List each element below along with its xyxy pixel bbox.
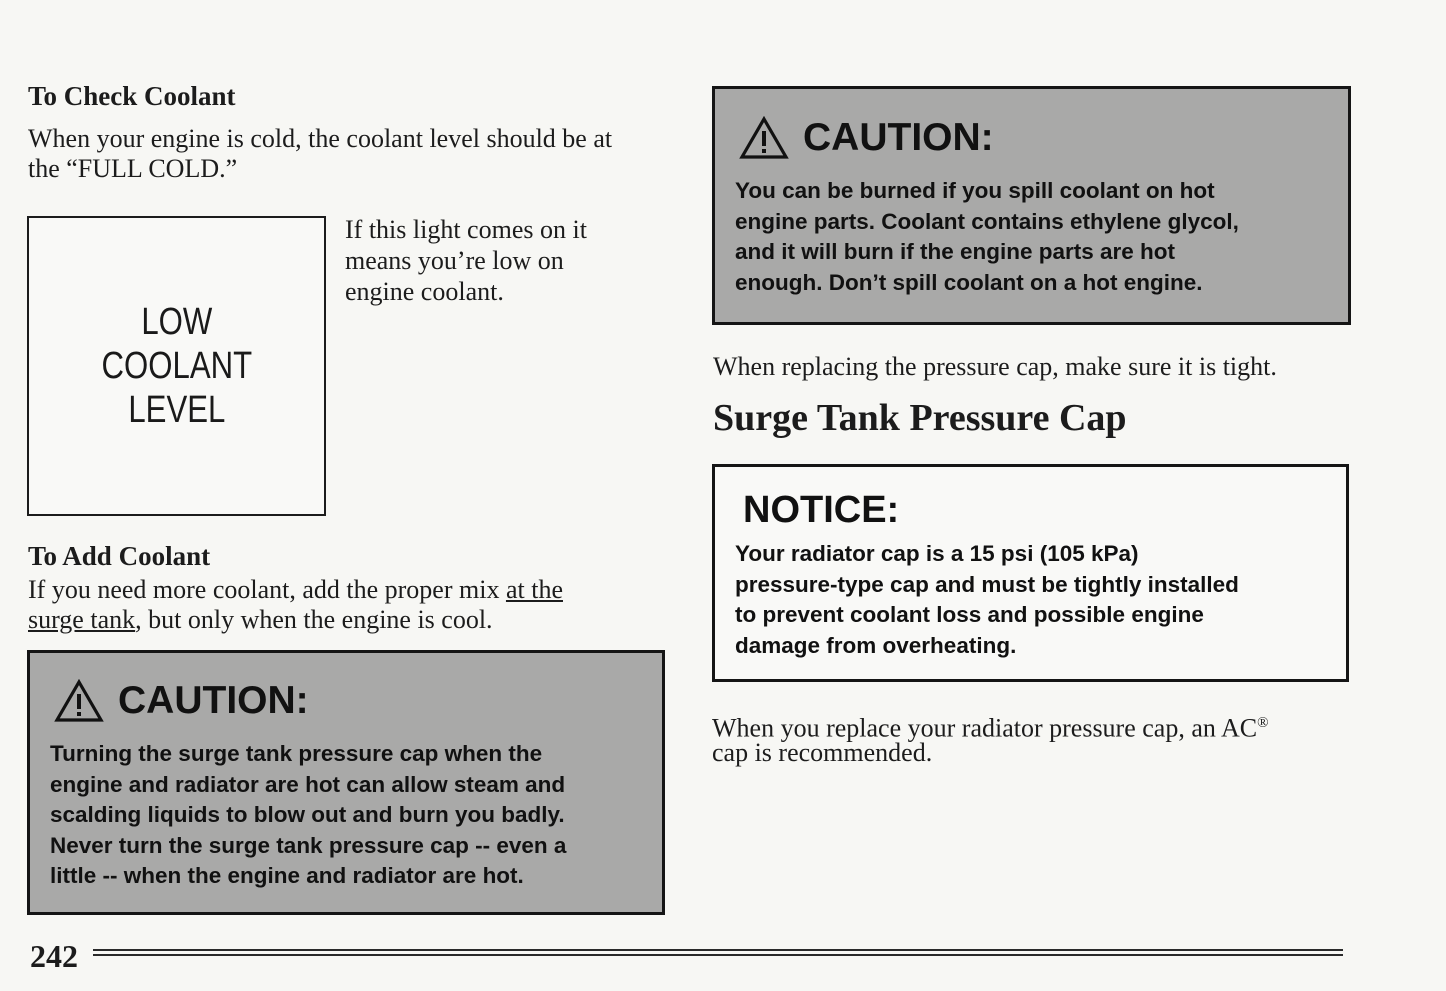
indicator-desc-line1: If this light comes on it bbox=[345, 215, 587, 244]
caution-line: and it will burn if the engine parts are hot bbox=[735, 239, 1176, 264]
check-coolant-heading: To Check Coolant bbox=[28, 81, 236, 111]
warning-triangle-icon bbox=[739, 116, 789, 160]
notice-heading: NOTICE: bbox=[743, 489, 900, 531]
caution-line: You can be burned if you spill coolant on hot bbox=[735, 178, 1215, 203]
check-coolant-text-line2: the “FULL COLD.” bbox=[28, 154, 238, 183]
caution-label: CAUTION: bbox=[803, 116, 994, 159]
notice-line: damage from overheating. bbox=[735, 632, 1017, 658]
low-coolant-indicator-label bbox=[101, 300, 252, 432]
surge-tank-link-part2[interactable]: surge tank bbox=[28, 605, 136, 634]
caution-line: engine and radiator are hot can allow steam and bbox=[50, 771, 566, 797]
caution-body bbox=[50, 739, 566, 892]
check-coolant-text-line1: When your engine is cold, the coolant level should be at bbox=[28, 124, 613, 153]
add-coolant-text-part: If you need more coolant, add the proper mix bbox=[28, 575, 506, 604]
page-number: 242 bbox=[30, 938, 78, 974]
notice-box bbox=[712, 464, 1349, 682]
spill-caution-box bbox=[712, 86, 1351, 325]
notice-body bbox=[735, 539, 1239, 661]
section-title: Surge Tank Pressure Cap bbox=[713, 397, 1127, 439]
indicator-line-low: LOW bbox=[140, 301, 212, 343]
caution-line: engine parts. Coolant contains ethylene glycol, bbox=[735, 208, 1239, 234]
caution-heading bbox=[739, 116, 994, 160]
registered-mark: ® bbox=[1257, 715, 1269, 731]
indicator-line-level: LEVEL bbox=[127, 389, 225, 431]
add-coolant-text-tail: , but only when the engine is cool. bbox=[135, 605, 493, 634]
caution-body bbox=[735, 176, 1239, 298]
ac-cap-note-text: When you replace your radiator pressure cap, an AC bbox=[712, 713, 1258, 743]
caution-line: enough. Don’t spill coolant on a hot engine. bbox=[735, 269, 1203, 295]
footer-rule bbox=[93, 949, 1343, 956]
notice-line: to prevent coolant loss and possible engine bbox=[735, 602, 1204, 627]
ac-cap-note-line2: cap is recommended. bbox=[712, 738, 933, 767]
add-coolant-text-line2 bbox=[28, 605, 493, 636]
low-coolant-indicator-panel bbox=[27, 216, 326, 516]
caution-line: scalding liquids to blow out and burn you badly. bbox=[50, 802, 565, 827]
warning-triangle-icon bbox=[54, 679, 104, 723]
indicator-desc-line2: means you’re low on bbox=[345, 246, 564, 275]
caution-label: CAUTION: bbox=[118, 679, 309, 722]
surge-tank-link-part1[interactable]: at the bbox=[505, 575, 563, 604]
indicator-line-coolant: COOLANT bbox=[101, 345, 252, 387]
add-coolant-text-line1 bbox=[28, 575, 563, 606]
caution-line: Turning the surge tank pressure cap when the bbox=[50, 741, 543, 766]
surge-cap-caution-box bbox=[27, 650, 665, 915]
notice-line: pressure-type cap and must be tightly installed bbox=[735, 571, 1239, 597]
add-coolant-heading: To Add Coolant bbox=[28, 541, 211, 571]
indicator-desc-line3: engine coolant. bbox=[345, 277, 504, 306]
notice-line: Your radiator cap is a 15 psi (105 kPa) bbox=[735, 541, 1139, 566]
caution-line: little -- when the engine and radiator are hot. bbox=[50, 863, 524, 888]
caution-heading bbox=[54, 679, 309, 723]
caution-line: Never turn the surge tank pressure cap -- even a bbox=[50, 832, 567, 858]
replacing-cap-note: When replacing the pressure cap, make sure it is tight. bbox=[713, 352, 1277, 381]
